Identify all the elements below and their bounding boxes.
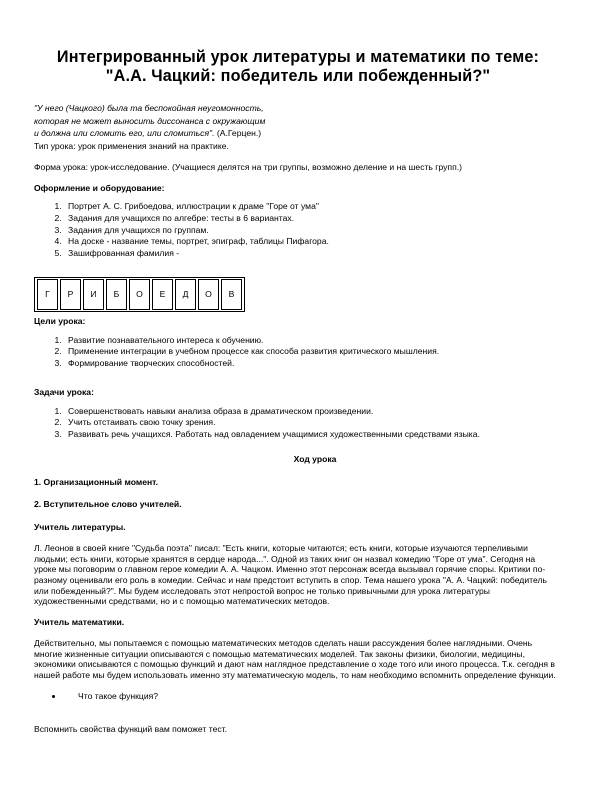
list-item: 2. Задания для учащихся по алгебре: тесты в 6 вариантах.: [64, 213, 556, 224]
cipher-table: [34, 277, 556, 312]
list-item: 2. Применение интеграции в учебном процессе как способа развития критического мышления.: [64, 346, 556, 357]
list-item: 1. Развитие познавательного интереса к обучению.: [64, 335, 556, 346]
section-heading: 2. Вступительное слово учителей.: [34, 499, 182, 510]
list-item: 3. Формирование творческих способностей.: [64, 358, 556, 369]
tasks-list: [34, 406, 556, 440]
section-heading: 1. Организационный момент.: [34, 476, 159, 487]
cipher-cell: Е: [152, 279, 173, 310]
list-item: • Что такое функция?: [64, 691, 556, 702]
closing-text: Вспомнить свойства функций вам поможет тест.: [34, 723, 228, 734]
cipher-cell: Г: [37, 279, 58, 310]
cipher-cell: Б: [106, 279, 127, 310]
cipher-cell: Р: [60, 279, 81, 310]
lit-teacher-heading: Учитель литературы.: [34, 522, 126, 533]
math-teacher-text: Действительно, мы попытаемся с помощью математических методов сделать наши рассуждения более наглядными. Очень многие жизненные ситуации описываются с помощью математических моделей. Так законы физики, биологии, медицины, экономики описываются с помощью функций и дают нам наглядное представление о ходе того или иного процесса. Т.к. сегодня в нашей работе мы будем использовать именно эту математическую модель, то нам необходимо вспомнить определение функции.: [34, 637, 556, 681]
list-item: 1. Портрет А. С. Грибоедова, иллюстрации к драме "Горе от ума": [64, 201, 556, 212]
equipment-list: [34, 201, 556, 259]
list-item: 1. Совершенствовать навыки анализа образа в драматическом произведении.: [64, 406, 556, 417]
goals-list: [34, 335, 556, 369]
list-item: 4. На доске - название темы, портрет, эпиграф, таблицы Пифагора.: [64, 236, 556, 247]
cipher-cell: И: [83, 279, 104, 310]
question-list: [34, 691, 556, 702]
cipher-cell: О: [198, 279, 219, 310]
list-item: 5. Зашифрованная фамилия -: [64, 248, 556, 259]
list-item: 3. Развивать речь учащихся. Работать над овладением учащимися художественными средствами языка.: [64, 429, 556, 440]
tasks-heading: Задачи урока:: [34, 386, 94, 397]
epigraph-line-3-text: и должна или сломить его, или сломиться".: [34, 128, 215, 139]
math-teacher-heading: Учитель математики.: [34, 617, 125, 628]
cipher-cell: О: [129, 279, 150, 310]
document-title: Интегрированный урок литературы и математики по теме: "А.А. Чацкий: победитель или побежденный?": [56, 48, 540, 86]
epigraph-author: (А.Герцен.): [216, 128, 262, 139]
lesson-type: Тип урока: урок применения знаний на практике.: [34, 141, 229, 152]
cipher-cell: Д: [175, 279, 196, 310]
lit-teacher-text: Л. Леонов в своей книге "Судьба поэта" писал: "Есть книги, которые читаются; есть книги, которые изучаются терпеливыми людьми; есть книги, которые хранятся в сердце народа...". Одной из таких книг он назвал комедию "Горе от ума". Сегодня на уроке мы поговорим о главном герое комедии А. А. Чацком. Именно этот персонаж всегда вызывал горячие споры. Критики по-разному оценивали его роль в комедии. Сейчас и нам предстоит вступить в спор. Тема нашего урока "А. А. Чацкий: победитель или побежденный?". Мы будем исследовать этот непростой вопрос не только привычными для урока литературы художественными средствами, но и с помощью математических методов.: [34, 542, 547, 607]
epigraph-line-2: которая не может выносить диссонанса с окружающим: [34, 115, 266, 126]
epigraph-line-3: [34, 128, 556, 139]
list-item: 2. Учить отстаивать свою точку зрения.: [64, 417, 556, 428]
course-heading: Ход урока: [293, 453, 337, 464]
cipher-cell: В: [221, 279, 242, 310]
list-item: 3. Задания для учащихся по группам.: [64, 225, 556, 236]
cipher-table-frame: [34, 277, 245, 312]
goals-heading: Цели урока:: [34, 315, 86, 326]
equipment-heading: Оформление и оборудование:: [34, 182, 165, 193]
epigraph-line-1: "У него (Чацкого) была та беспокойная неугомонность,: [34, 102, 264, 113]
epigraph: [34, 103, 556, 139]
lesson-form: Форма урока: урок-исследование. (Учащиеся делятся на три группы, возможно деление и на шесть групп.): [34, 161, 462, 172]
